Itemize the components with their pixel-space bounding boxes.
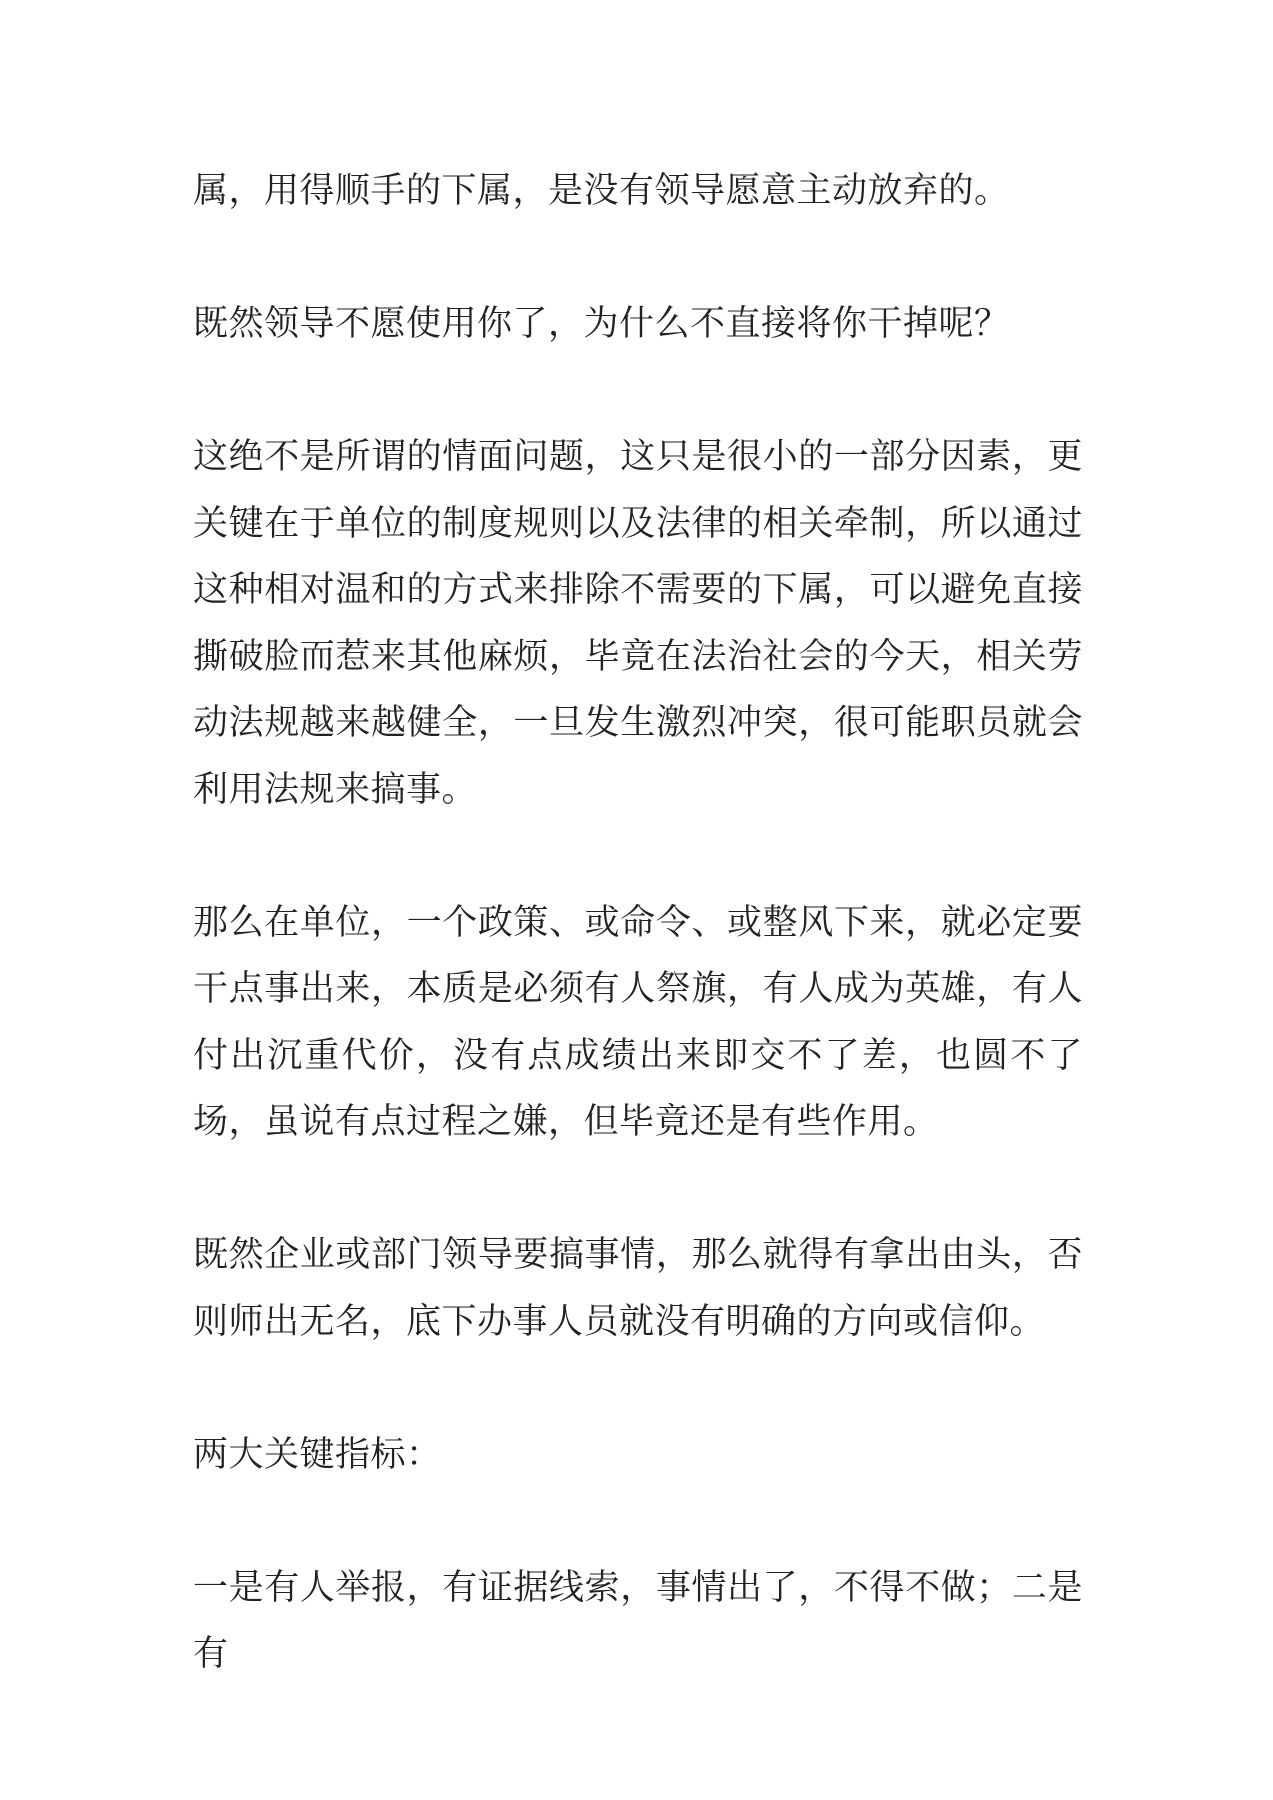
paragraph-1: 属，用得顺手的下属，是没有领导愿意主动放弃的。 (193, 171, 1010, 211)
paragraph-7: 一是有人举报，有证据线索，事情出了，不得不做；二是有 (193, 1567, 1083, 1674)
document-body (193, 158, 1083, 1688)
paragraph-3: 这绝不是所谓的情面问题，这只是很小的一部分因素，更关键在于单位的制度规则以及法律的相关牵制，所以通过这种相对温和的方式来排除不需要的下属，可以避免直接撕破脸而惹来其他麻烦，毕竟在法治社会的今天，相关劳动法规越来越健全，一旦发生激烈冲突，很可能职员就会利用法规来搞事。 (193, 437, 1083, 810)
paragraph-5: 既然企业或部门领导要搞事情，那么就得有拿出由头，否则师出无名，底下办事人员就没有明确的方向或信仰。 (193, 1235, 1083, 1342)
paragraph-4: 那么在单位，一个政策、或命令、或整风下来，就必定要干点事出来，本质是必须有人祭旗，有人成为英雄，有人付出沉重代价，没有点成绩出来即交不了差，也圆不了场，虽说有点过程之嫌，但毕竟还是有些作用。 (193, 902, 1083, 1142)
paragraph-6: 两大关键指标： (193, 1434, 442, 1475)
paragraph-2: 既然领导不愿使用你了，为什么不直接将你干掉呢？ (193, 304, 1010, 344)
